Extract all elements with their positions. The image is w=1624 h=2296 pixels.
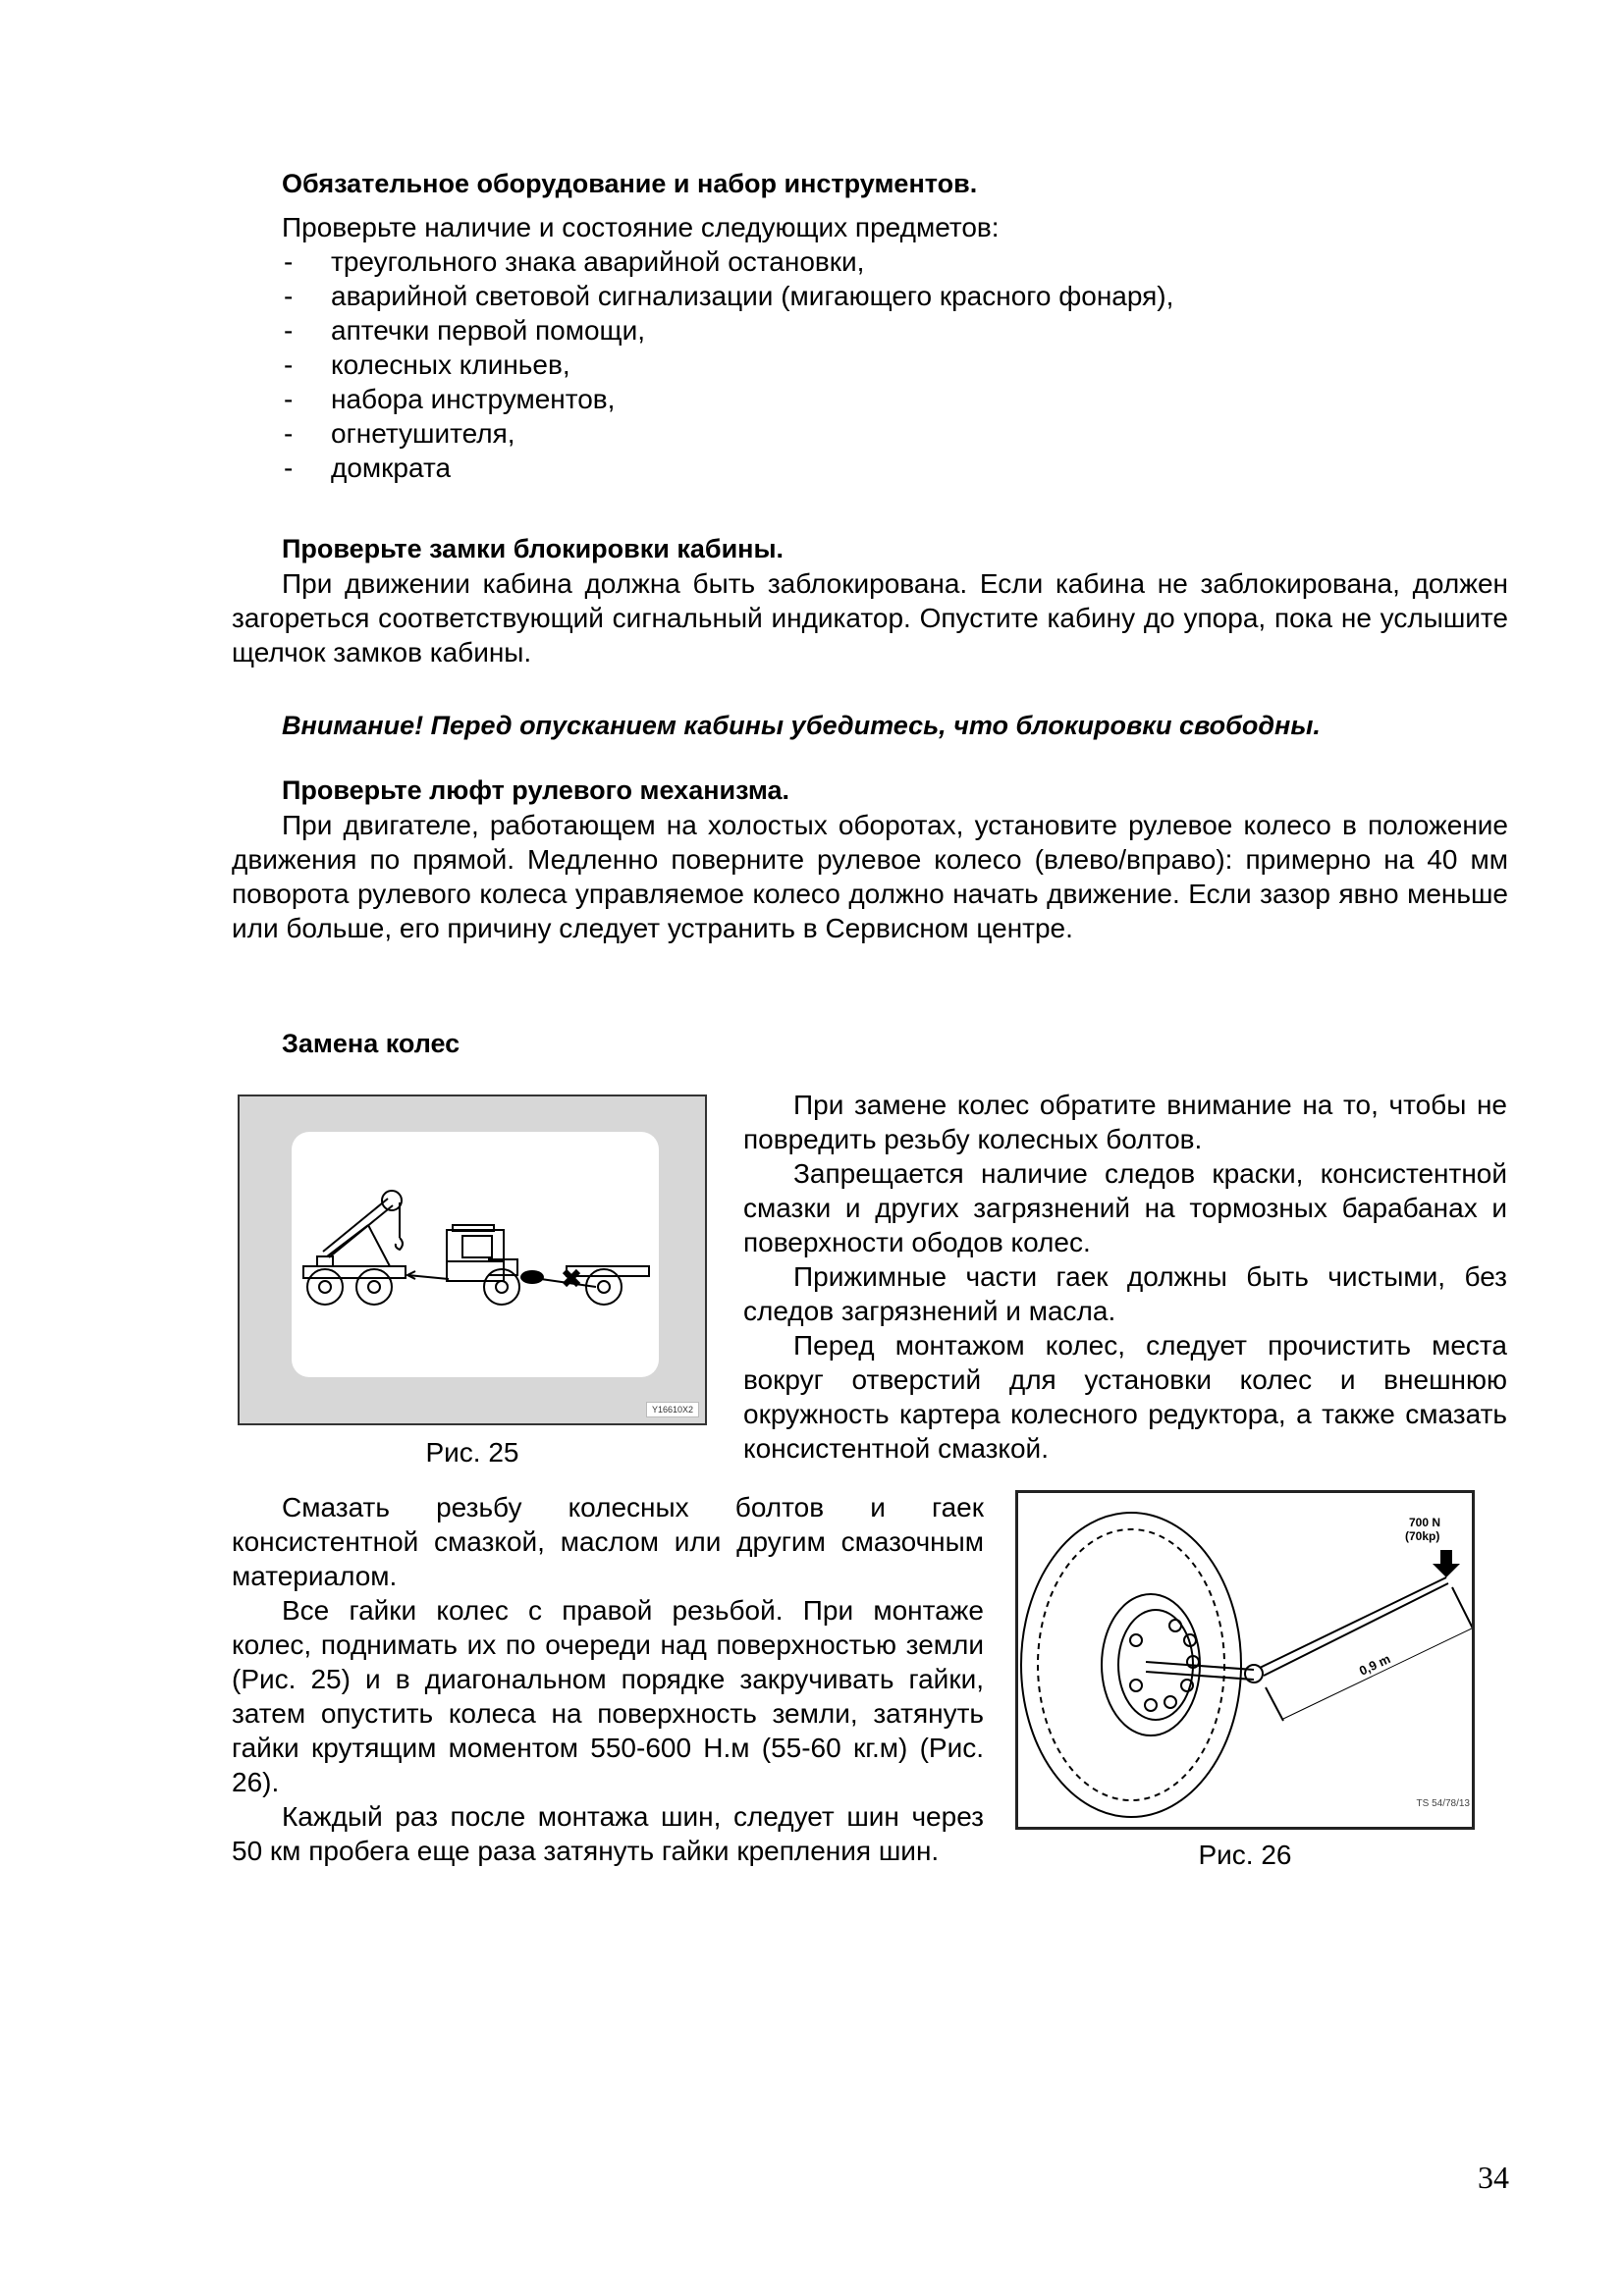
list-item: - домкрата — [284, 453, 452, 483]
paragraph: Перед монтажом колес, следует прочистить места вокруг отверстий для установки колес и внешнюю окружность картера колесного редуктора, а также смазать консистентной смазкой. — [743, 1330, 1507, 1464]
svg-text:0,9 m: 0,9 m — [1356, 1651, 1393, 1679]
equipment-heading: Обязательное оборудование и набор инструментов. — [282, 169, 978, 198]
list-item: - аптечки первой помощи, — [284, 315, 646, 346]
steering-heading: Проверьте люфт рулевого механизма. — [282, 775, 789, 805]
list-item: - аварийной световой сигнализации (мигающего красного фонаря), — [284, 281, 1174, 311]
svg-text:(70kp): (70kp) — [1405, 1529, 1440, 1543]
equipment-list — [284, 244, 1462, 485]
svg-text:700 N: 700 N — [1409, 1516, 1441, 1529]
wheels-heading: Замена колес — [282, 1029, 460, 1058]
paragraph: При замене колес обратите внимание на то, чтобы не повредить резьбу колесных болтов. — [743, 1090, 1507, 1154]
figure-25-code: Y16610X2 — [646, 1402, 699, 1417]
list-item: - набора инструментов, — [284, 384, 616, 414]
figure-26-caption: Рис. 26 — [1198, 1840, 1292, 1870]
figure-26 — [1015, 1490, 1475, 1830]
wheel-torque-wrench-icon — [1018, 1493, 1472, 1827]
figure-25-caption: Рис. 25 — [425, 1437, 519, 1468]
equipment-intro: Проверьте наличие и состояние следующих предметов: — [282, 212, 1000, 242]
cab-locks-heading: Проверьте замки блокировки кабины. — [282, 534, 785, 563]
paragraph: Прижимные части гаек должны быть чистыми, без следов загрязнений и масла. — [743, 1261, 1507, 1326]
figure-25-panel — [292, 1132, 659, 1377]
tow-truck-lifting-icon — [292, 1132, 659, 1377]
list-item: - колесных клиньев, — [284, 349, 570, 380]
paragraph: Все гайки колес с правой резьбой. При монтаже колес, поднимать их по очереди над поверхностью земли (Рис. 25) и в диагональном порядке закручивать гайки, затем опустить колеса на поверхность земли, затянуть гайки крутящим моментом 550-600 Н.м (55-60 кг.м) (Рис. 26). — [232, 1595, 984, 1797]
figure-25 — [238, 1095, 707, 1425]
page-number: 34 — [1478, 2160, 1509, 2195]
paragraph: Каждый раз после монтажа шин, следует шин через 50 км пробега еще раза затянуть гайки крепления шин. — [232, 1801, 984, 1866]
warning-note: Внимание! Перед опусканием кабины убедитесь, что блокировки свободны. — [282, 711, 1321, 740]
paragraph: Запрещается наличие следов краски, консистентной смазки и других загрязнений на тормозных барабанах и поверхности ободов колес. — [743, 1158, 1507, 1257]
steering-body: При двигателе, работающем на холостых оборотах, установите рулевое колесо в положение движения по прямой. Медленно поверните рулевое колесо (влево/вправо): примерно на 40 мм поворота рулевого колеса управляемое колесо должно начать движение. Если зазор явно меньше или больше, его причину следует устранить в Сервисном центре. — [232, 810, 1508, 943]
paragraph: Смазать резьбу колесных болтов и гаек консистентной смазкой, маслом или другим смазочным материалом. — [232, 1492, 984, 1591]
wheels-right-column — [743, 1088, 1507, 1466]
list-item: - огнетушителя, — [284, 418, 515, 449]
list-item: - треугольного знака аварийной остановки, — [284, 246, 865, 277]
cab-locks-body: При движении кабина должна быть заблокирована. Если кабина не заблокирована, должен загореться соответствующий сигнальный индикатор. Опустите кабину до упора, пока не услышите щелчок замков кабины. — [232, 568, 1508, 667]
figure-26-code: TS 54/78/13 — [1416, 1798, 1470, 1809]
wheels-left-column — [232, 1490, 984, 1868]
